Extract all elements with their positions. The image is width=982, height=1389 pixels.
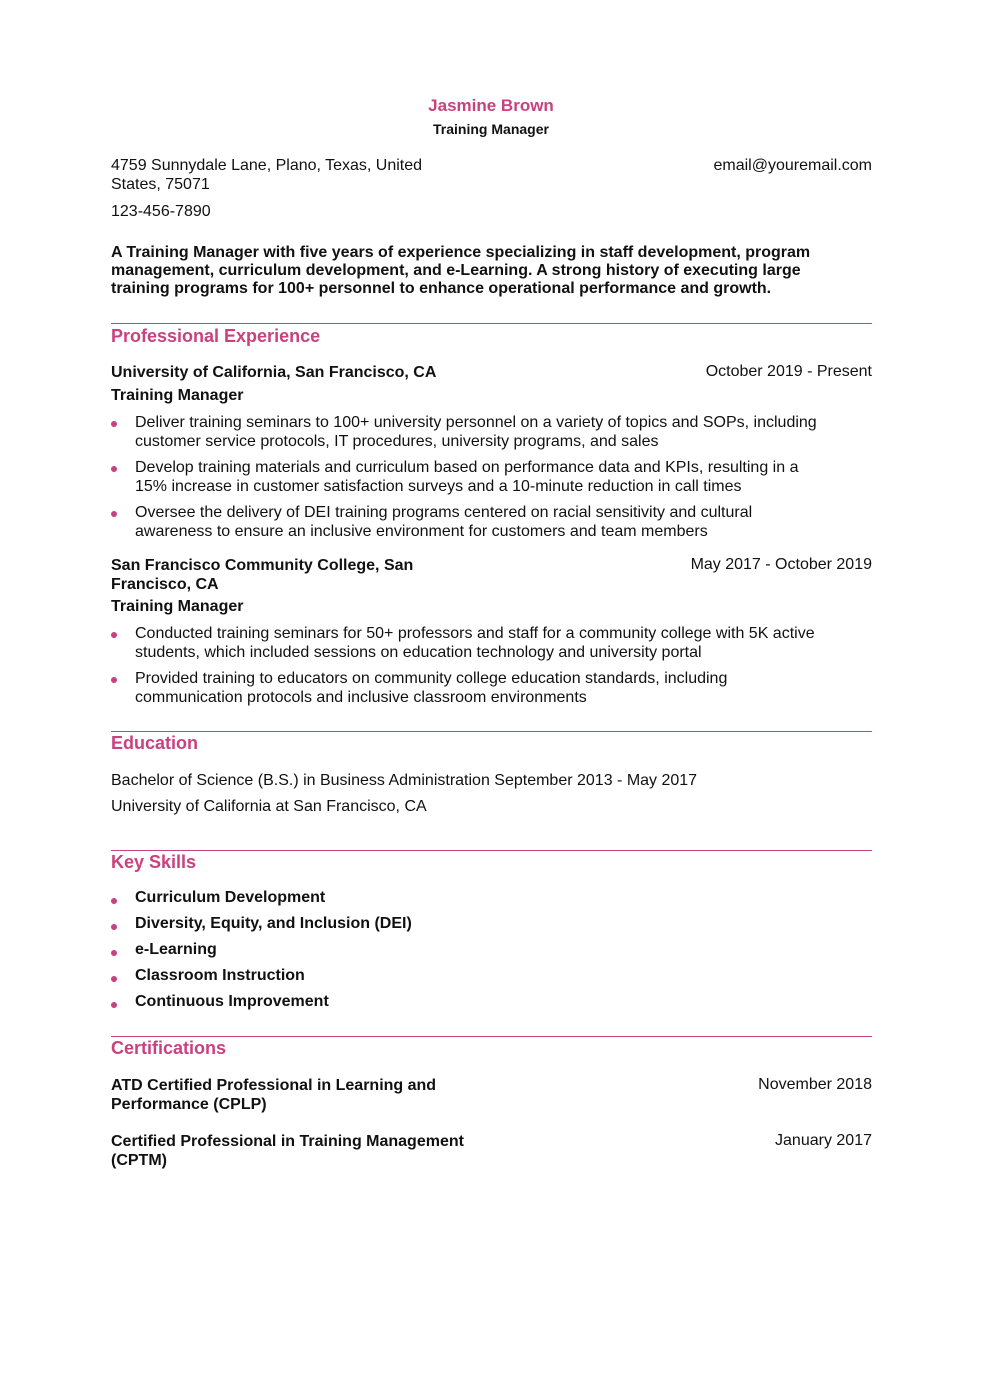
list-item: Diversity, Equity, and Inclusion (DEI) <box>111 914 871 933</box>
email: email@youremail.com <box>713 157 872 174</box>
job-organization: University of California, San Francisco, CA <box>111 364 437 381</box>
section-divider <box>111 731 872 732</box>
job-role: Training Manager <box>111 598 244 615</box>
certifications-heading: Certifications <box>111 1038 227 1058</box>
list-item: Deliver training seminars to 100+ university personnel on a variety of topics and SOPs, including customer service protocols, IT procedures, university programs, and sales <box>111 413 871 451</box>
bullet-icon <box>111 950 117 956</box>
bullet-icon <box>111 677 117 683</box>
candidate-title: Training Manager <box>433 121 549 137</box>
list-item: Provided training to educators on community college education standards, including communication protocols and inclusive classroom environments <box>111 669 871 707</box>
certification-name: Certified Professional in Training Management (CPTM) <box>111 1133 464 1169</box>
professional-summary <box>111 244 871 298</box>
job-bullet-list <box>111 413 871 548</box>
education-degree: Bachelor of Science (B.S.) in Business Administration September 2013 - May 2017 <box>111 772 698 789</box>
address-line-2: States, 75071 <box>111 176 210 193</box>
address <box>111 156 511 194</box>
certification-date: November 2018 <box>758 1076 872 1093</box>
bullet-icon <box>111 421 117 427</box>
list-item: Develop training materials and curriculum based on performance data and KPIs, resulting in a 15% increase in customer satisfaction surveys and a 10-minute reduction in call times <box>111 458 871 496</box>
list-item: Oversee the delivery of DEI training programs centered on racial sensitivity and cultural awareness to ensure an inclusive environment for customers and team members <box>111 503 871 541</box>
bullet-icon <box>111 1002 117 1008</box>
address-line-1: 4759 Sunnydale Lane, Plano, Texas, United <box>111 157 423 174</box>
list-item: Conducted training seminars for 50+ professors and staff for a community college with 5K active students, which included sessions on education technology and university portal <box>111 624 871 662</box>
bullet-icon <box>111 976 117 982</box>
list-item: Curriculum Development <box>111 888 871 907</box>
list-item: e-Learning <box>111 940 871 959</box>
summary-line: management, curriculum development, and e-Learning. A strong history of executing large <box>111 262 801 279</box>
job-bullet-list <box>111 624 871 714</box>
bullet-icon <box>111 511 117 517</box>
section-divider <box>111 850 872 851</box>
list-item: Continuous Improvement <box>111 992 871 1011</box>
phone: 123-456-7890 <box>111 203 211 220</box>
skills-list <box>111 888 871 1018</box>
education-school: University of California at San Francisco, CA <box>111 798 427 815</box>
certification-name: ATD Certified Professional in Learning and Performance (CPLP) <box>111 1077 437 1113</box>
bullet-icon <box>111 898 117 904</box>
list-item: Classroom Instruction <box>111 966 871 985</box>
certification-date: January 2017 <box>775 1132 872 1149</box>
section-divider <box>111 1036 872 1037</box>
job-organization: San Francisco Community College, San Francisco, CA <box>111 557 414 593</box>
candidate-name: Jasmine Brown <box>428 96 554 115</box>
job-dates: May 2017 - October 2019 <box>690 556 872 573</box>
bullet-icon <box>111 632 117 638</box>
summary-line: A Training Manager with five years of experience specializing in staff development, program <box>111 244 811 261</box>
job-role: Training Manager <box>111 387 244 404</box>
experience-heading: Professional Experience <box>111 326 321 346</box>
summary-line: training programs for 100+ personnel to enhance operational performance and growth. <box>111 280 772 297</box>
education-heading: Education <box>111 733 199 753</box>
bullet-icon <box>111 466 117 472</box>
bullet-icon <box>111 924 117 930</box>
section-divider <box>111 323 872 324</box>
job-dates: October 2019 - Present <box>705 363 872 380</box>
skills-heading: Key Skills <box>111 852 197 872</box>
